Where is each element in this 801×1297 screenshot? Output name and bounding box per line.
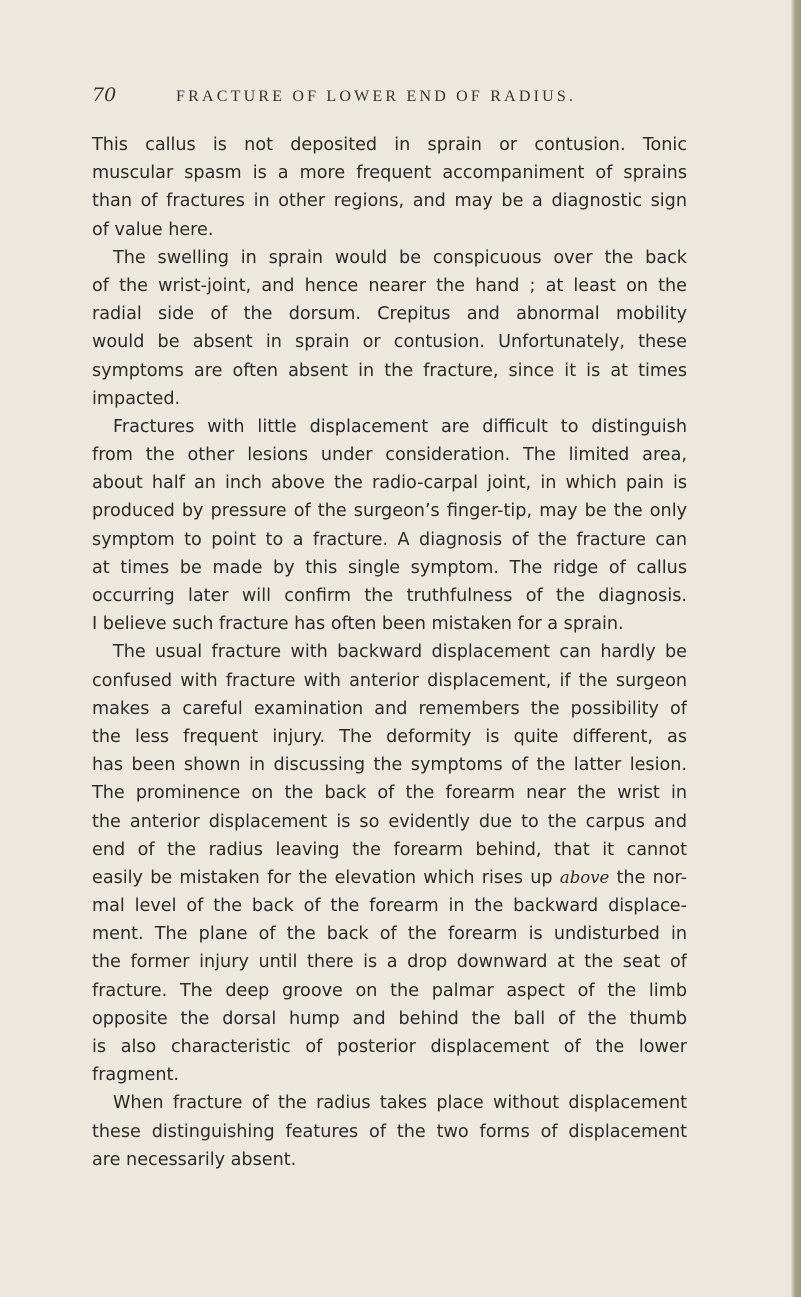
page-header bbox=[92, 84, 692, 114]
text-line: I believe such fracture has often been mistaken for a sprain. bbox=[92, 614, 624, 635]
text-line: When fracture of the radius takes place without displacement bbox=[113, 1093, 687, 1114]
text-line: the anterior displacement is so evidently due to the carpus and bbox=[92, 811, 687, 832]
text-line bbox=[92, 864, 687, 892]
text-line: confused with fracture with anterior displacement, if the surgeon bbox=[92, 670, 687, 691]
page-number: 70 bbox=[92, 84, 117, 106]
text-line: about half an inch above the radio-carpal joint, in which pain is bbox=[92, 473, 687, 494]
italic-word: above bbox=[559, 867, 610, 887]
text-line: fragment. bbox=[92, 1065, 179, 1086]
text-line: The swelling in sprain would be conspicuous over the back bbox=[113, 247, 687, 268]
text-line: of value here. bbox=[92, 219, 214, 240]
text-line: radial side of the dorsum. Crepitus and abnormal mobility bbox=[92, 304, 687, 325]
text-line: the former injury until there is a drop downward at the seat of bbox=[92, 952, 687, 973]
text-line: the less frequent injury. The deformity is quite different, as bbox=[92, 726, 687, 747]
body-text bbox=[92, 131, 687, 1174]
text-line: has been shown in discussing the symptoms of the latter lesion. bbox=[92, 755, 687, 776]
text-line: at times be made by this single symptom. The ridge of callus bbox=[92, 557, 687, 578]
text-line: symptoms are often absent in the fracture, since it is at times bbox=[92, 360, 687, 381]
text-line: This callus is not deposited in sprain or contusion. Tonic bbox=[92, 135, 687, 155]
text-line: fracture. The deep groove on the palmar aspect of the limb bbox=[92, 980, 687, 1001]
text-line: mal level of the back of the forearm in the backward displace- bbox=[92, 896, 687, 917]
text-line: symptom to point to a fracture. A diagnosis of the fracture can bbox=[92, 529, 687, 550]
text-line: Fractures with little displacement are difficult to distinguish bbox=[113, 416, 687, 437]
running-head: FRACTURE OF LOWER END OF RADIUS. bbox=[176, 88, 577, 105]
text-line: would be absent in sprain or contusion. Unfortunately, these bbox=[92, 332, 687, 353]
text-line: occurring later will confirm the truthfulness of the diagnosis. bbox=[92, 586, 687, 606]
text-segment: easily be mistaken for the elevation which rises up bbox=[92, 867, 553, 888]
text-line: these distinguishing features of the two forms of displacement bbox=[92, 1121, 687, 1142]
text-line: The prominence on the back of the forearm near the wrist in bbox=[92, 783, 687, 804]
text-line: produced by pressure of the surgeon’s finger-tip, may be the only bbox=[92, 501, 687, 522]
text-line: opposite the dorsal hump and behind the ball of the thumb bbox=[92, 1008, 687, 1029]
text-line: from the other lesions under consideration. The limited area, bbox=[92, 445, 687, 466]
text-line: are necessarily absent. bbox=[92, 1149, 297, 1170]
text-line: end of the radius leaving the forearm behind, that it cannot bbox=[92, 839, 687, 860]
text-line: impacted. bbox=[92, 388, 181, 409]
text-line: of the wrist-joint, and hence nearer the hand ; at least on the bbox=[92, 275, 687, 296]
page-edge bbox=[791, 0, 801, 1297]
text-line: ment. The plane of the back of the forearm is undisturbed in bbox=[92, 924, 687, 945]
text-line: The usual fracture with backward displacement can hardly be bbox=[113, 642, 687, 663]
text-line: muscular spasm is a more frequent accompaniment of sprains bbox=[92, 163, 687, 184]
text-line: than of fractures in other regions, and may be a diagnostic sign bbox=[92, 191, 687, 212]
text-segment: the nor- bbox=[616, 867, 687, 888]
text-line: makes a careful examination and remembers the possibility of bbox=[92, 698, 687, 719]
text-line: is also characteristic of posterior displacement of the lower bbox=[92, 1037, 687, 1057]
